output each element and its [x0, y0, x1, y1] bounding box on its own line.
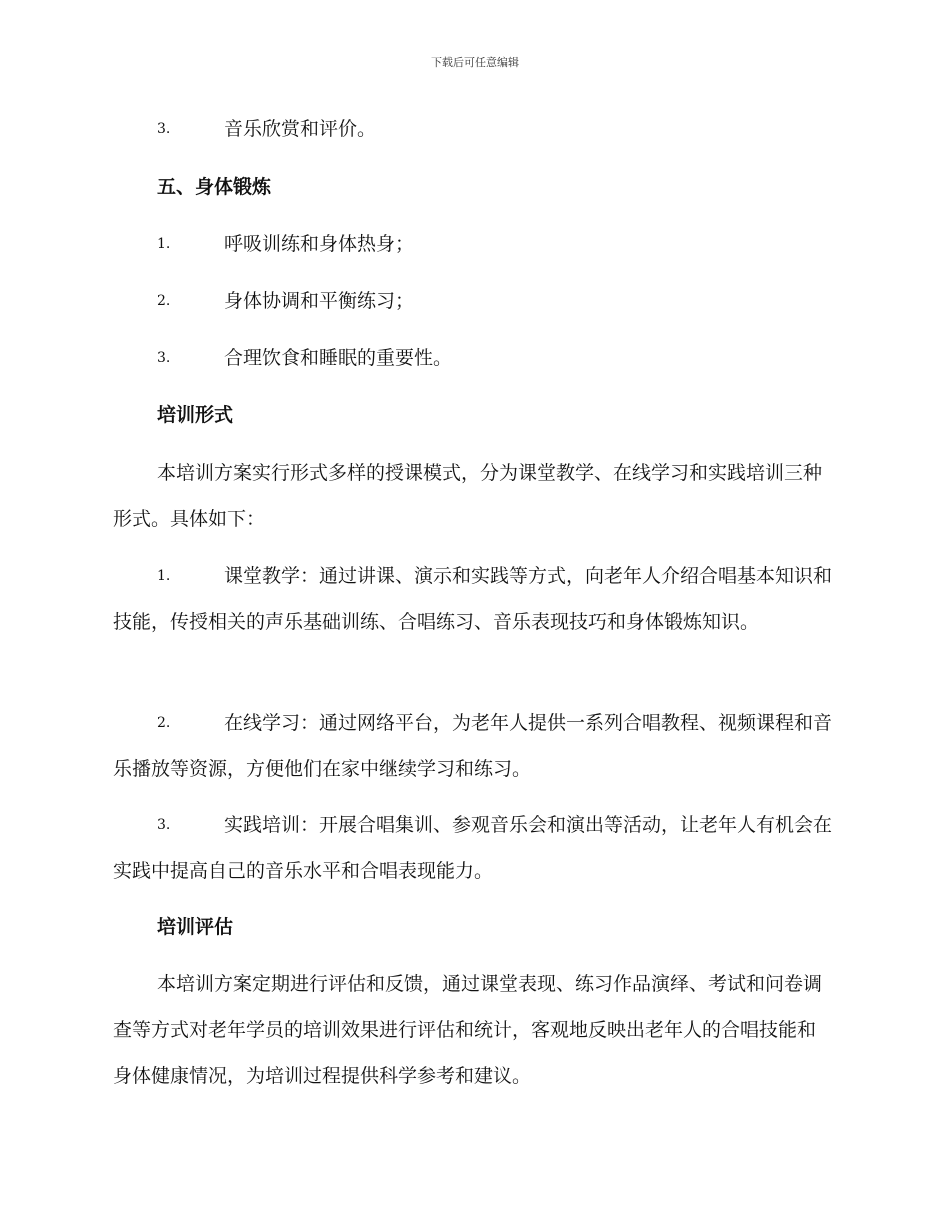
list-item-format-2: [113, 700, 833, 792]
list-text: 呼吸训练和身体热身；: [224, 233, 415, 255]
list-number: 2.: [157, 293, 171, 309]
list-text: 音乐欣赏和评价。: [224, 118, 377, 140]
section-heading-training-evaluation: 培训评估: [157, 916, 234, 938]
list-text: 课堂教学：通过讲课、演示和实践等方式，向老年人介绍合唱基本知识和技能，传授相关的声乐基础训练、合唱练习、音乐表现技巧和身体锻炼知识。: [113, 565, 833, 633]
list-item-format-3: [113, 802, 833, 894]
list-number: 3.: [157, 350, 171, 366]
list-number: 3.: [157, 817, 171, 833]
list-number: 1.: [157, 236, 171, 252]
list-number: 1.: [157, 568, 171, 584]
page-header: 下载后可任意编辑: [431, 56, 519, 69]
list-text: 实践培训：开展合唱集训、参观音乐会和演出等活动，让老年人有机会在实践中提高自己的音乐水平和合唱表现能力。: [113, 814, 833, 882]
section-heading-training-format: 培训形式: [157, 404, 234, 426]
list-text: 身体协调和平衡练习；: [224, 290, 415, 312]
list-number: 2.: [157, 715, 171, 731]
list-item-body-3: [113, 335, 833, 381]
list-number: 3.: [157, 121, 171, 137]
list-item-body-2: [113, 278, 833, 324]
list-item-music-3: [113, 106, 833, 152]
list-item-format-1: [113, 553, 833, 645]
paragraph-format-intro: 本培训方案实行形式多样的授课模式，分为课堂教学、在线学习和实践培训三种形式。具体如下：: [113, 462, 823, 530]
list-text: 合理饮食和睡眠的重要性。: [224, 347, 453, 369]
list-item-body-1: [113, 221, 833, 267]
section-heading-body-exercise: 五、身体锻炼: [157, 176, 272, 198]
list-text: 在线学习：通过网络平台，为老年人提供一系列合唱教程、视频课程和音乐播放等资源，方便他们在家中继续学习和练习。: [113, 712, 833, 780]
paragraph-evaluation: 本培训方案定期进行评估和反馈，通过课堂表现、练习作品演绎、考试和问卷调查等方式对老年学员的培训效果进行评估和统计，客观地反映出老年人的合唱技能和身体健康情况，为培训过程提供科学参考和建议。: [113, 973, 823, 1087]
